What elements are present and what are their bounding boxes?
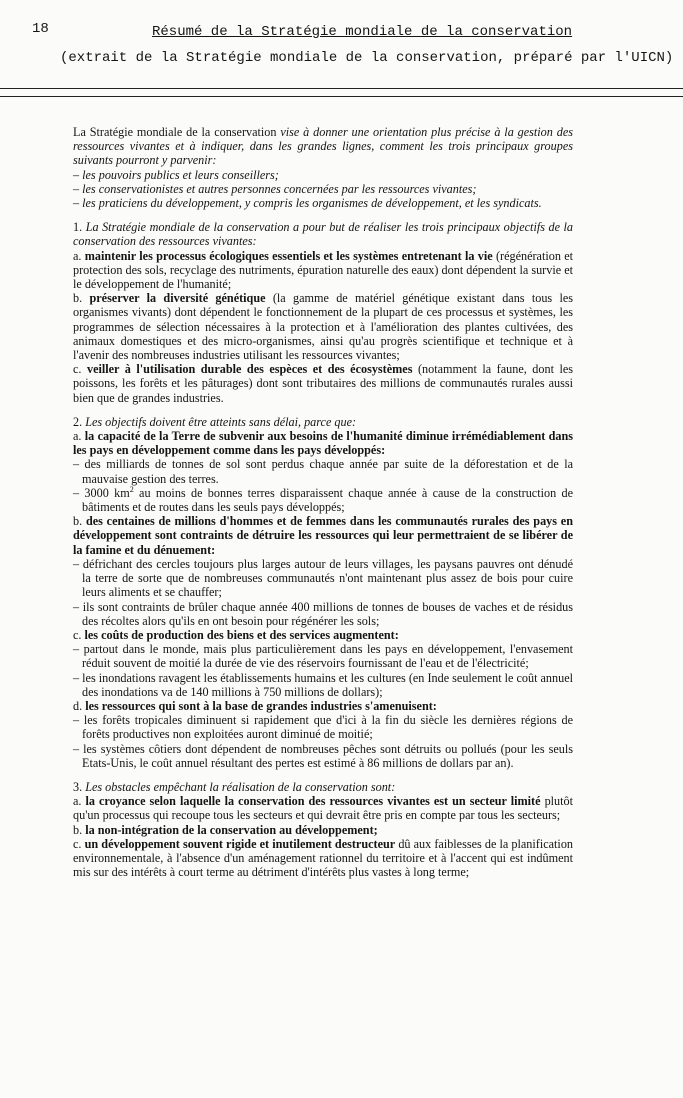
section-3-item-a: a. la croyance selon laquelle la conservation des ressources vivantes est un secteur limité plutôt qu'un processus qui recoupe tous les secteurs et qui devrait être pris en compte par tous les secteurs;: [73, 794, 574, 823]
intro-paragraph: La Stratégie mondiale de la conservation vise à donner une orientation plus précise à la gestion des ressources vivantes et à indiquer, dans les grandes lignes, comment les trois principaux groupes suivants pourront y parvenir:: [73, 125, 573, 168]
page-number: 18: [32, 21, 49, 37]
section-2-b-bullet: – défrichant des cercles toujours plus larges autour de leurs villages, les paysans pauvres ont dénudé la terre de sorte que de nombreuses communautés n'ont maintenant plus assez de bois pour cuire leurs aliments et se chauffer;: [73, 557, 573, 600]
section-2-item-c: c. les coûts de production des biens et des services augmentent:: [73, 627, 399, 642]
intro-group-item: – les conservationistes et autres personnes concernées par les ressources vivantes;: [73, 182, 573, 196]
section-2-heading: 2. Les objectifs doivent être atteints sans délai, parce que:: [73, 414, 357, 429]
running-header-subtitle: (extrait de la Stratégie mondiale de la conservation, préparé par l'UICN): [60, 50, 674, 66]
running-header-title: Résumé de la Stratégie mondiale de la conservation: [152, 24, 573, 40]
section-2-a-bullet: – des milliards de tonnes de sol sont perdus chaque année par suite de la déforestation et de la mauvaise gestion des terres.: [73, 457, 573, 485]
section-2-d-bullet: – les forêts tropicales diminuent si rapidement que d'ici à la fin du siècle les dernières régions de forêts productives non exploitées auront diminué de moitié;: [73, 713, 573, 741]
section-2-item-d: d. les ressources qui sont à la base de grandes industries s'amenuisent:: [73, 698, 437, 713]
header-rule-bottom: [0, 96, 683, 97]
section-1-item-b: b. préserver la diversité génétique (la gamme de matériel génétique existant dans tous les organismes vivants) dont dépendent le fonctionnement de la plupart de ces processus et systèmes, les programmes de sélection nécessaires à la protection et à l'amélioration des plantes cultivées, des animaux domestiques et des micro-organismes, ainsi qu'au progrès scientifique et technique et à l'avenir des nombreuses industries utilisant les ressources vivantes;: [73, 291, 574, 363]
section-2-a-bullet: – 3000 $km^2$ au moins de bonnes terres disparaissent chaque année à cause de la construction de bâtiments et de routes dans les seuls pays développés;: [73, 486, 573, 514]
intro-group-item: – les praticiens du développement, y compris les organismes de développement, et les syndicats.: [73, 196, 573, 210]
section-3-heading: 3. Les obstacles empêchant la réalisation de la conservation sont:: [73, 779, 396, 794]
header-rule-top: [0, 88, 683, 89]
section-2-c-bullet: – les inondations ravagent les établissements humains et les cultures (en Inde seulement le coût annuel des inondations va de 140 millions à 750 millions de dollars);: [73, 671, 573, 699]
section-3-item-c: c. un développement souvent rigide et inutilement destructeur dû aux faiblesses de la planification environnementale, à l'absence d'un aménagement rationnel du territoire et à l'accent qui est indûment mis sur des intérêts à court terme au détriment d'intérêts plus vastes à long terme;: [73, 836, 574, 880]
section-1-item-a: a. maintenir les processus écologiques essentiels et les systèmes entretenant la vie (régénération et protection des sols, recyclage des nutriments, épuration naturelle des eaux) dont dépendent la survie et le développement de l'humanité;: [73, 248, 574, 292]
section-2-item-a: a. la capacité de la Terre de subvenir aux besoins de l'humanité diminue irrémédiablement dans les pays en développement comme dans les pays développés:: [73, 429, 574, 458]
section-2-d-bullet: – les systèmes côtiers dont dépendent de nombreuses pêches sont détruits ou pollués (pour les seuls Etats-Unis, le coût annuel résultant des pertes est estimé à 86 millions de dollars par an).: [73, 742, 573, 770]
intro-group-item: – les pouvoirs publics et leurs conseillers;: [73, 168, 573, 182]
section-3-item-b: b. la non-intégration de la conservation au développement;: [73, 822, 378, 837]
document-body: [73, 125, 573, 879]
section-2-item-b: b. des centaines de millions d'hommes et de femmes dans les communautés rurales des pays en développement sont contraints de détruire les ressources qui leur permettraient de se libérer de la famine et du dénuement:: [73, 514, 573, 557]
section-2-c-bullet: – partout dans le monde, mais plus particulièrement dans les pays en développement, l'envasement réduit souvent de moitié la durée de vie des réservoirs fournissant de l'eau et de l'électricité;: [73, 642, 573, 670]
section-1-heading: 1. La Stratégie mondiale de la conservation a pour but de réaliser les trois principaux objectifs de la conservation des ressources vivantes:: [73, 220, 574, 249]
section-1-item-c: c. veiller à l'utilisation durable des espèces et des écosystèmes (notamment la faune, dont les poissons, les forêts et les pâturages) dont sont tributaires des millions de communautés rurales aussi bien que de grandes industries.: [73, 362, 574, 405]
section-2-b-bullet: – ils sont contraints de brûler chaque année 400 millions de tonnes de bouses de vaches et de résidus des récoltes alors qu'ils en ont besoin pour régénérer les sols;: [73, 600, 573, 628]
